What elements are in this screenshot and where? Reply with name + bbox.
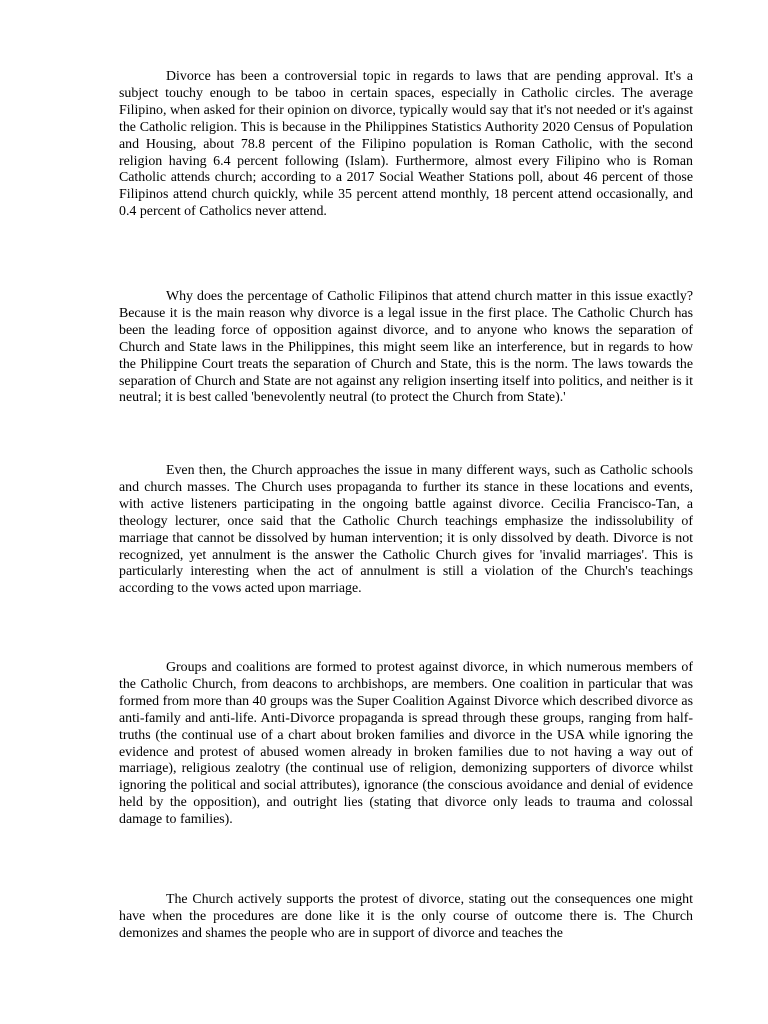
paragraph-3: Even then, the Church approaches the issue in many different ways, such as Catholic schools and church masses. The Church uses propaganda to further its stance in these locations and events, with active listeners participating in the ongoing battle against divorce. Cecilia Francisco-Tan, a theology lecturer, once said that the Catholic Church teachings emphasize the indissolubility of marriage that cannot be dissolved by human intervention; it is only dissolved by death. Divorce is not recognized, yet annulment is the answer the Catholic Church gives for 'invalid marriages'. This is particularly interesting when the act of annulment is still a violation of the Church's teachings according to the vows acted upon marriage.	[119, 463, 693, 597]
paragraph-5: The Church actively supports the protest of divorce, stating out the consequences one might have when the procedures are done like it is the only course of outcome there is. The Church demonizes and shames the people who are in support of divorce and teaches the	[119, 892, 693, 941]
paragraph-1: Divorce has been a controversial topic in regards to laws that are pending approval. It's a subject touchy enough to be taboo in certain spaces, especially in Catholic circles. The average Filipino, when asked for their opinion on divorce, typically would say that it's not needed or it's against the Catholic religion. This is because in the Philippines Statistics Authority 2020 Census of Population and Housing, about 78.8 percent of the Filipino population is Roman Catholic, with the second religion having 6.4 percent following (Islam). Furthermore, almost every Filipino who is Roman Catholic attends church; according to a 2017 Social Weather Stations poll, about 46 percent of those Filipinos attend church quickly, while 35 percent attend monthly, 18 percent attend occasionally, and 0.4 percent of Catholics never attend.	[119, 69, 693, 220]
paragraph-4: Groups and coalitions are formed to protest against divorce, in which numerous members of the Catholic Church, from deacons to archbishops, are members. One coalition in particular that was formed from more than 40 groups was the Super Coalition Against Divorce which described divorce as anti-family and anti-life. Anti-Divorce propaganda is spread through these groups, ranging from half-truths (the continual use of a chart about broken families and divorce in the USA while ignoring the evidence and protest of abused women already in broken families due to not having a way out of marriage), religious zealotry (the continual use of religion, demonizing supporters of divorce whilst ignoring the political and social attributes), ignorance (the conscious avoidance and denial of evidence held by the opposition), and outright lies (stating that divorce only leads to trauma and colossal damage to families).	[119, 660, 693, 828]
paragraph-2: Why does the percentage of Catholic Filipinos that attend church matter in this issue exactly? Because it is the main reason why divorce is a legal issue in the first place. The Catholic Church has been the leading force of opposition against divorce, and to anyone who knows the separation of Church and State laws in the Philippines, this might seem like an interference, but in regards to how the Philippine Court treats the separation of Church and State, this is the norm. The laws towards the separation of Church and State are not against any religion inserting itself into politics, and neither is it neutral; it is best called 'benevolently neutral (to protect the Church from State).'	[119, 289, 693, 406]
